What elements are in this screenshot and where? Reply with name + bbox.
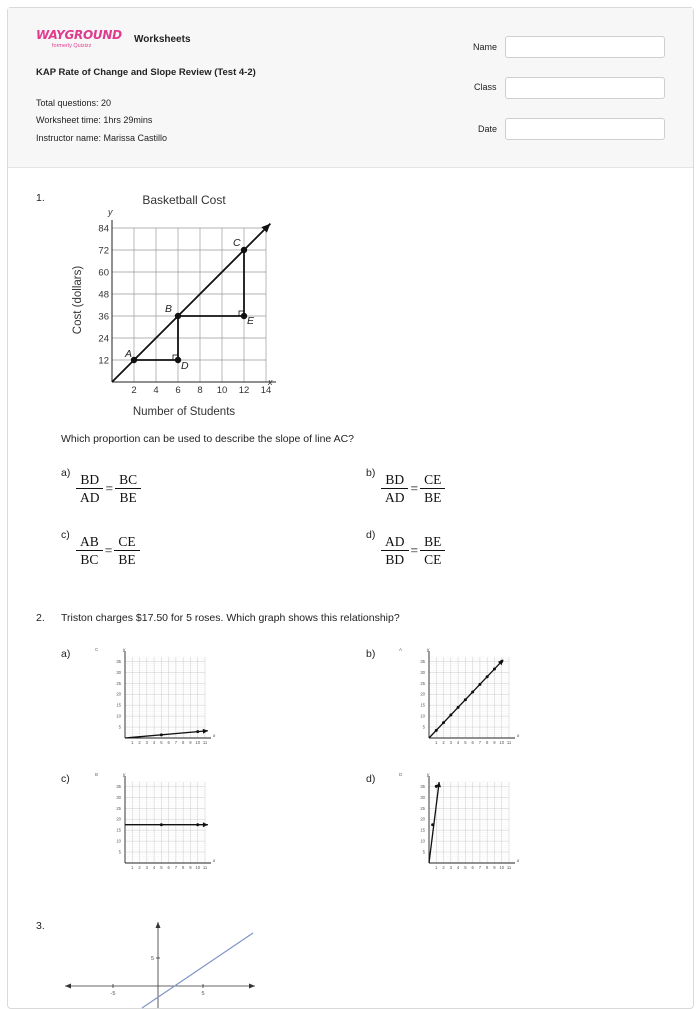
q1-b-d2: BE xyxy=(424,490,442,505)
q2-option-b-graph[interactable] xyxy=(391,642,520,750)
q1-y-tick-label: 48 xyxy=(98,289,109,301)
q1-y-tick-label: 72 xyxy=(98,245,109,257)
date-label: Date xyxy=(478,124,498,134)
q1-c-d2: BE xyxy=(118,552,136,567)
q2-x-tick-label: 3 xyxy=(145,740,148,745)
q2-x-axis-letter: x xyxy=(213,733,216,738)
q2-graph-point xyxy=(196,730,199,733)
q1-y-axis-letter: y xyxy=(108,207,113,217)
q2-x-tick-label: 3 xyxy=(449,865,452,870)
q1-b-n1: BD xyxy=(381,471,408,489)
q2-x-axis-letter: x xyxy=(517,858,520,863)
q2-option-d-graph[interactable] xyxy=(391,767,520,875)
q2-x-tick-label: 1 xyxy=(131,865,134,870)
q1-x-tick-label: 10 xyxy=(216,385,228,396)
worksheet-page xyxy=(7,7,694,1009)
q2-x-tick-label: 7 xyxy=(478,865,482,870)
q1-point-label-e: E xyxy=(247,315,255,327)
q1-x-tick-label: 14 xyxy=(260,385,272,396)
q2-x-tick-label: 9 xyxy=(189,740,192,745)
q1-y-tick-label: 36 xyxy=(98,311,109,323)
q2-graph-arrowhead xyxy=(203,822,208,827)
q1-b-n2: CE xyxy=(420,471,445,489)
q2-graph-point xyxy=(478,683,481,686)
q1-a-n2: BC xyxy=(115,471,141,489)
q2-y-tick-label: 20 xyxy=(420,691,425,697)
brand-logo-subtitle: formerly Quizizz xyxy=(52,43,92,49)
q2-option-d-letter: d) xyxy=(366,773,376,785)
q1-c-n2: CE xyxy=(114,533,139,551)
q2-graph-tag: C xyxy=(95,647,99,652)
q1-point-b xyxy=(175,313,181,319)
q2-graph-tag: A xyxy=(399,647,403,652)
q2-graph-point xyxy=(442,721,445,724)
q2-y-tick-label: 5 xyxy=(118,849,121,855)
q2-x-tick-label: 5 xyxy=(160,740,163,745)
q2-graph-line xyxy=(125,731,208,738)
q2-option-c-graph[interactable] xyxy=(87,767,216,875)
q2-y-tick-label: 15 xyxy=(116,827,121,833)
q2-x-tick-label: 9 xyxy=(189,865,192,870)
q2-graph-point xyxy=(160,823,163,826)
date-input[interactable] xyxy=(505,118,665,140)
q1-b-d1: AD xyxy=(385,490,405,505)
q2-y-tick-label: 5 xyxy=(118,724,121,730)
q2-option-c-letter: c) xyxy=(61,773,70,785)
total-questions: Total questions: 20 xyxy=(36,98,112,108)
q2-x-tick-label: 7 xyxy=(478,740,482,745)
q2-x-tick-label: 2 xyxy=(138,865,141,870)
q2-x-tick-label: 6 xyxy=(471,740,474,745)
q3-y-arrow-up xyxy=(156,922,161,928)
q3-coordinate-graph xyxy=(60,916,260,1008)
worksheet-time: Worksheet time: 1hrs 29mins xyxy=(36,115,153,125)
q1-option-c-answer[interactable] xyxy=(76,533,140,568)
q2-x-tick-label: 7 xyxy=(174,865,178,870)
equals-sign: = xyxy=(105,480,114,496)
q1-d-d1: BD xyxy=(385,552,405,567)
equals-sign: = xyxy=(410,542,419,558)
q2-y-tick-label: 15 xyxy=(420,827,425,833)
q2-x-tick-label: 11 xyxy=(506,740,512,745)
q2-y-tick-label: 35 xyxy=(116,783,121,789)
q2-y-tick-label: 20 xyxy=(116,816,121,822)
q2-y-tick-label: 5 xyxy=(422,724,425,730)
q2-y-tick-label: 35 xyxy=(420,658,425,664)
q1-point-label-c: C xyxy=(233,237,241,249)
q1-c-n1: AB xyxy=(76,533,103,551)
q3-x-arrow-right xyxy=(249,984,255,989)
q2-x-tick-label: 6 xyxy=(167,865,170,870)
q2-graph-point xyxy=(457,706,460,709)
q2-y-tick-label: 10 xyxy=(116,838,121,844)
q1-x-tick-label: 6 xyxy=(175,385,181,396)
q2-x-tick-label: 8 xyxy=(182,865,185,870)
q2-x-tick-label: 2 xyxy=(442,740,445,745)
q2-graph-point xyxy=(464,698,467,701)
question-1-number: 1. xyxy=(36,192,45,204)
q1-a-n1: BD xyxy=(76,471,103,489)
q2-option-a-graph[interactable] xyxy=(87,642,216,750)
q2-graph-tag: B xyxy=(95,772,99,777)
q2-y-tick-label: 10 xyxy=(420,838,425,844)
q1-d-d2: CE xyxy=(424,552,442,567)
q3-function-line xyxy=(142,933,253,1008)
question-3-number: 3. xyxy=(36,920,45,932)
question-1-text: Which proportion can be used to describe the slope of line AC? xyxy=(61,433,355,445)
class-label: Class xyxy=(474,82,497,92)
q1-point-label-b: B xyxy=(165,303,173,315)
q3-x-tick-neg5: -5 xyxy=(110,991,116,997)
q1-a-d2: BE xyxy=(119,490,137,505)
brand-logo xyxy=(36,28,122,49)
name-input[interactable] xyxy=(505,36,665,58)
q1-x-axis-label: Number of Students xyxy=(132,406,236,418)
q2-x-tick-label: 6 xyxy=(471,865,474,870)
q2-y-tick-label: 25 xyxy=(420,680,425,686)
q2-x-tick-label: 4 xyxy=(456,865,460,870)
q2-option-b-letter: b) xyxy=(366,648,376,660)
q2-x-tick-label: 11 xyxy=(506,865,512,870)
q2-x-axis-letter: x xyxy=(213,858,216,863)
name-label: Name xyxy=(473,42,498,52)
q2-y-tick-label: 15 xyxy=(420,702,425,708)
equals-sign: = xyxy=(410,480,419,496)
q2-y-tick-label: 20 xyxy=(420,816,425,822)
equals-sign: = xyxy=(104,542,113,558)
q1-y-tick-label: 24 xyxy=(98,333,109,345)
q1-option-a-letter: a) xyxy=(61,467,71,479)
q2-x-tick-label: 4 xyxy=(456,740,460,745)
q2-x-tick-label: 2 xyxy=(138,740,141,745)
q2-graph-point xyxy=(471,691,474,694)
q1-a-d1: AD xyxy=(80,490,100,505)
q2-y-tick-label: 10 xyxy=(116,713,121,719)
q2-x-tick-label: 8 xyxy=(486,740,489,745)
q1-option-a-answer[interactable] xyxy=(76,471,141,506)
q2-x-tick-label: 8 xyxy=(486,865,489,870)
q1-y-tick-label: 12 xyxy=(98,355,109,367)
q2-y-tick-label: 30 xyxy=(116,794,121,800)
q2-x-tick-label: 6 xyxy=(167,740,170,745)
q1-option-b-answer[interactable] xyxy=(381,471,445,506)
q2-graph-arrowhead xyxy=(203,729,208,734)
q1-x-axis-letter: x xyxy=(268,377,273,387)
q2-x-tick-label: 1 xyxy=(435,865,438,870)
q2-x-tick-label: 8 xyxy=(182,740,185,745)
q1-point-label-d: D xyxy=(181,360,189,372)
q1-option-c-letter: c) xyxy=(61,529,70,541)
section-label: Worksheets xyxy=(134,34,191,45)
q2-x-tick-label: 10 xyxy=(499,740,505,745)
q2-y-tick-label: 35 xyxy=(116,658,121,664)
q2-x-tick-label: 4 xyxy=(152,740,156,745)
q1-option-d-letter: d) xyxy=(366,529,376,541)
worksheet-title: KAP Rate of Change and Slope Review (Test 4-2) xyxy=(36,67,256,78)
q1-y-tick-label: 60 xyxy=(98,267,109,279)
q2-y-tick-label: 25 xyxy=(420,805,425,811)
q2-x-tick-label: 10 xyxy=(499,865,505,870)
q1-x-tick-label: 12 xyxy=(238,385,250,396)
q2-y-tick-label: 25 xyxy=(116,680,121,686)
q2-graph-point xyxy=(160,733,163,736)
q2-graph-point xyxy=(486,675,489,678)
q1-point-c xyxy=(241,247,247,253)
q2-graph-line xyxy=(429,782,439,863)
question-2-text: Triston charges $17.50 for 5 roses. Which graph shows this relationship? xyxy=(61,612,400,624)
q2-x-tick-label: 9 xyxy=(493,865,496,870)
q2-x-tick-label: 10 xyxy=(195,865,201,870)
instructor-name: Instructor name: Marissa Castillo xyxy=(36,133,168,143)
q2-graph-point xyxy=(435,729,438,732)
q3-x-arrow-left xyxy=(65,984,71,989)
q1-point-label-a: A xyxy=(125,348,133,360)
q1-chart-title: Basketball Cost xyxy=(142,193,226,207)
q1-d-n1: AD xyxy=(381,533,409,551)
q2-graph-point xyxy=(493,668,496,671)
q2-graph-point xyxy=(449,714,452,717)
q2-x-tick-label: 1 xyxy=(131,740,134,745)
q2-x-tick-label: 5 xyxy=(160,865,163,870)
brand-logo-text: WAYGROUND xyxy=(36,28,122,42)
q1-c-d1: BC xyxy=(80,552,99,567)
q2-x-axis-letter: x xyxy=(517,733,520,738)
q1-basketball-cost-chart xyxy=(58,188,288,423)
q1-option-d-answer[interactable] xyxy=(381,533,445,568)
q1-option-b-letter: b) xyxy=(366,467,376,479)
q2-y-tick-label: 10 xyxy=(420,713,425,719)
q2-x-tick-label: 1 xyxy=(435,740,438,745)
q1-d-n2: BE xyxy=(420,533,445,551)
q2-y-tick-label: 5 xyxy=(422,849,425,855)
q2-graph-point xyxy=(431,823,434,826)
q2-graph-tag: D xyxy=(399,772,403,777)
q2-x-tick-label: 4 xyxy=(152,865,156,870)
q2-graph-point xyxy=(196,823,199,826)
q2-x-tick-label: 5 xyxy=(464,740,467,745)
q2-x-tick-label: 3 xyxy=(449,740,452,745)
q2-y-tick-label: 30 xyxy=(420,669,425,675)
q2-y-axis-letter: y xyxy=(427,772,430,777)
q2-y-tick-label: 20 xyxy=(116,691,121,697)
q1-y-axis-label: Cost (dollars) xyxy=(72,265,84,335)
q2-x-tick-label: 5 xyxy=(464,865,467,870)
q3-y-tick-5: 5 xyxy=(150,956,154,962)
q2-x-tick-label: 3 xyxy=(145,865,148,870)
q2-x-tick-label: 2 xyxy=(442,865,445,870)
q2-y-axis-letter: y xyxy=(123,772,126,777)
q1-x-tick-label: 2 xyxy=(131,385,137,396)
class-input[interactable] xyxy=(505,77,665,99)
q2-x-tick-label: 10 xyxy=(195,740,201,745)
q2-x-tick-label: 11 xyxy=(202,740,208,745)
q1-x-tick-label: 8 xyxy=(197,385,203,396)
q2-x-tick-label: 11 xyxy=(202,865,208,870)
q3-x-tick-5: 5 xyxy=(201,991,205,997)
q2-x-tick-label: 7 xyxy=(174,740,178,745)
q2-y-tick-label: 15 xyxy=(116,702,121,708)
q2-y-tick-label: 30 xyxy=(420,794,425,800)
question-2-number: 2. xyxy=(36,612,45,624)
worksheet-header xyxy=(8,8,693,168)
q2-y-tick-label: 25 xyxy=(116,805,121,811)
q1-y-tick-label: 84 xyxy=(98,223,109,235)
q2-y-axis-letter: y xyxy=(123,647,126,652)
q2-x-tick-label: 9 xyxy=(493,740,496,745)
q1-x-tick-label: 4 xyxy=(153,385,159,396)
q2-y-axis-letter: y xyxy=(427,647,430,652)
q2-y-tick-label: 30 xyxy=(116,669,121,675)
q2-y-tick-label: 35 xyxy=(420,783,425,789)
q2-option-a-letter: a) xyxy=(61,648,71,660)
